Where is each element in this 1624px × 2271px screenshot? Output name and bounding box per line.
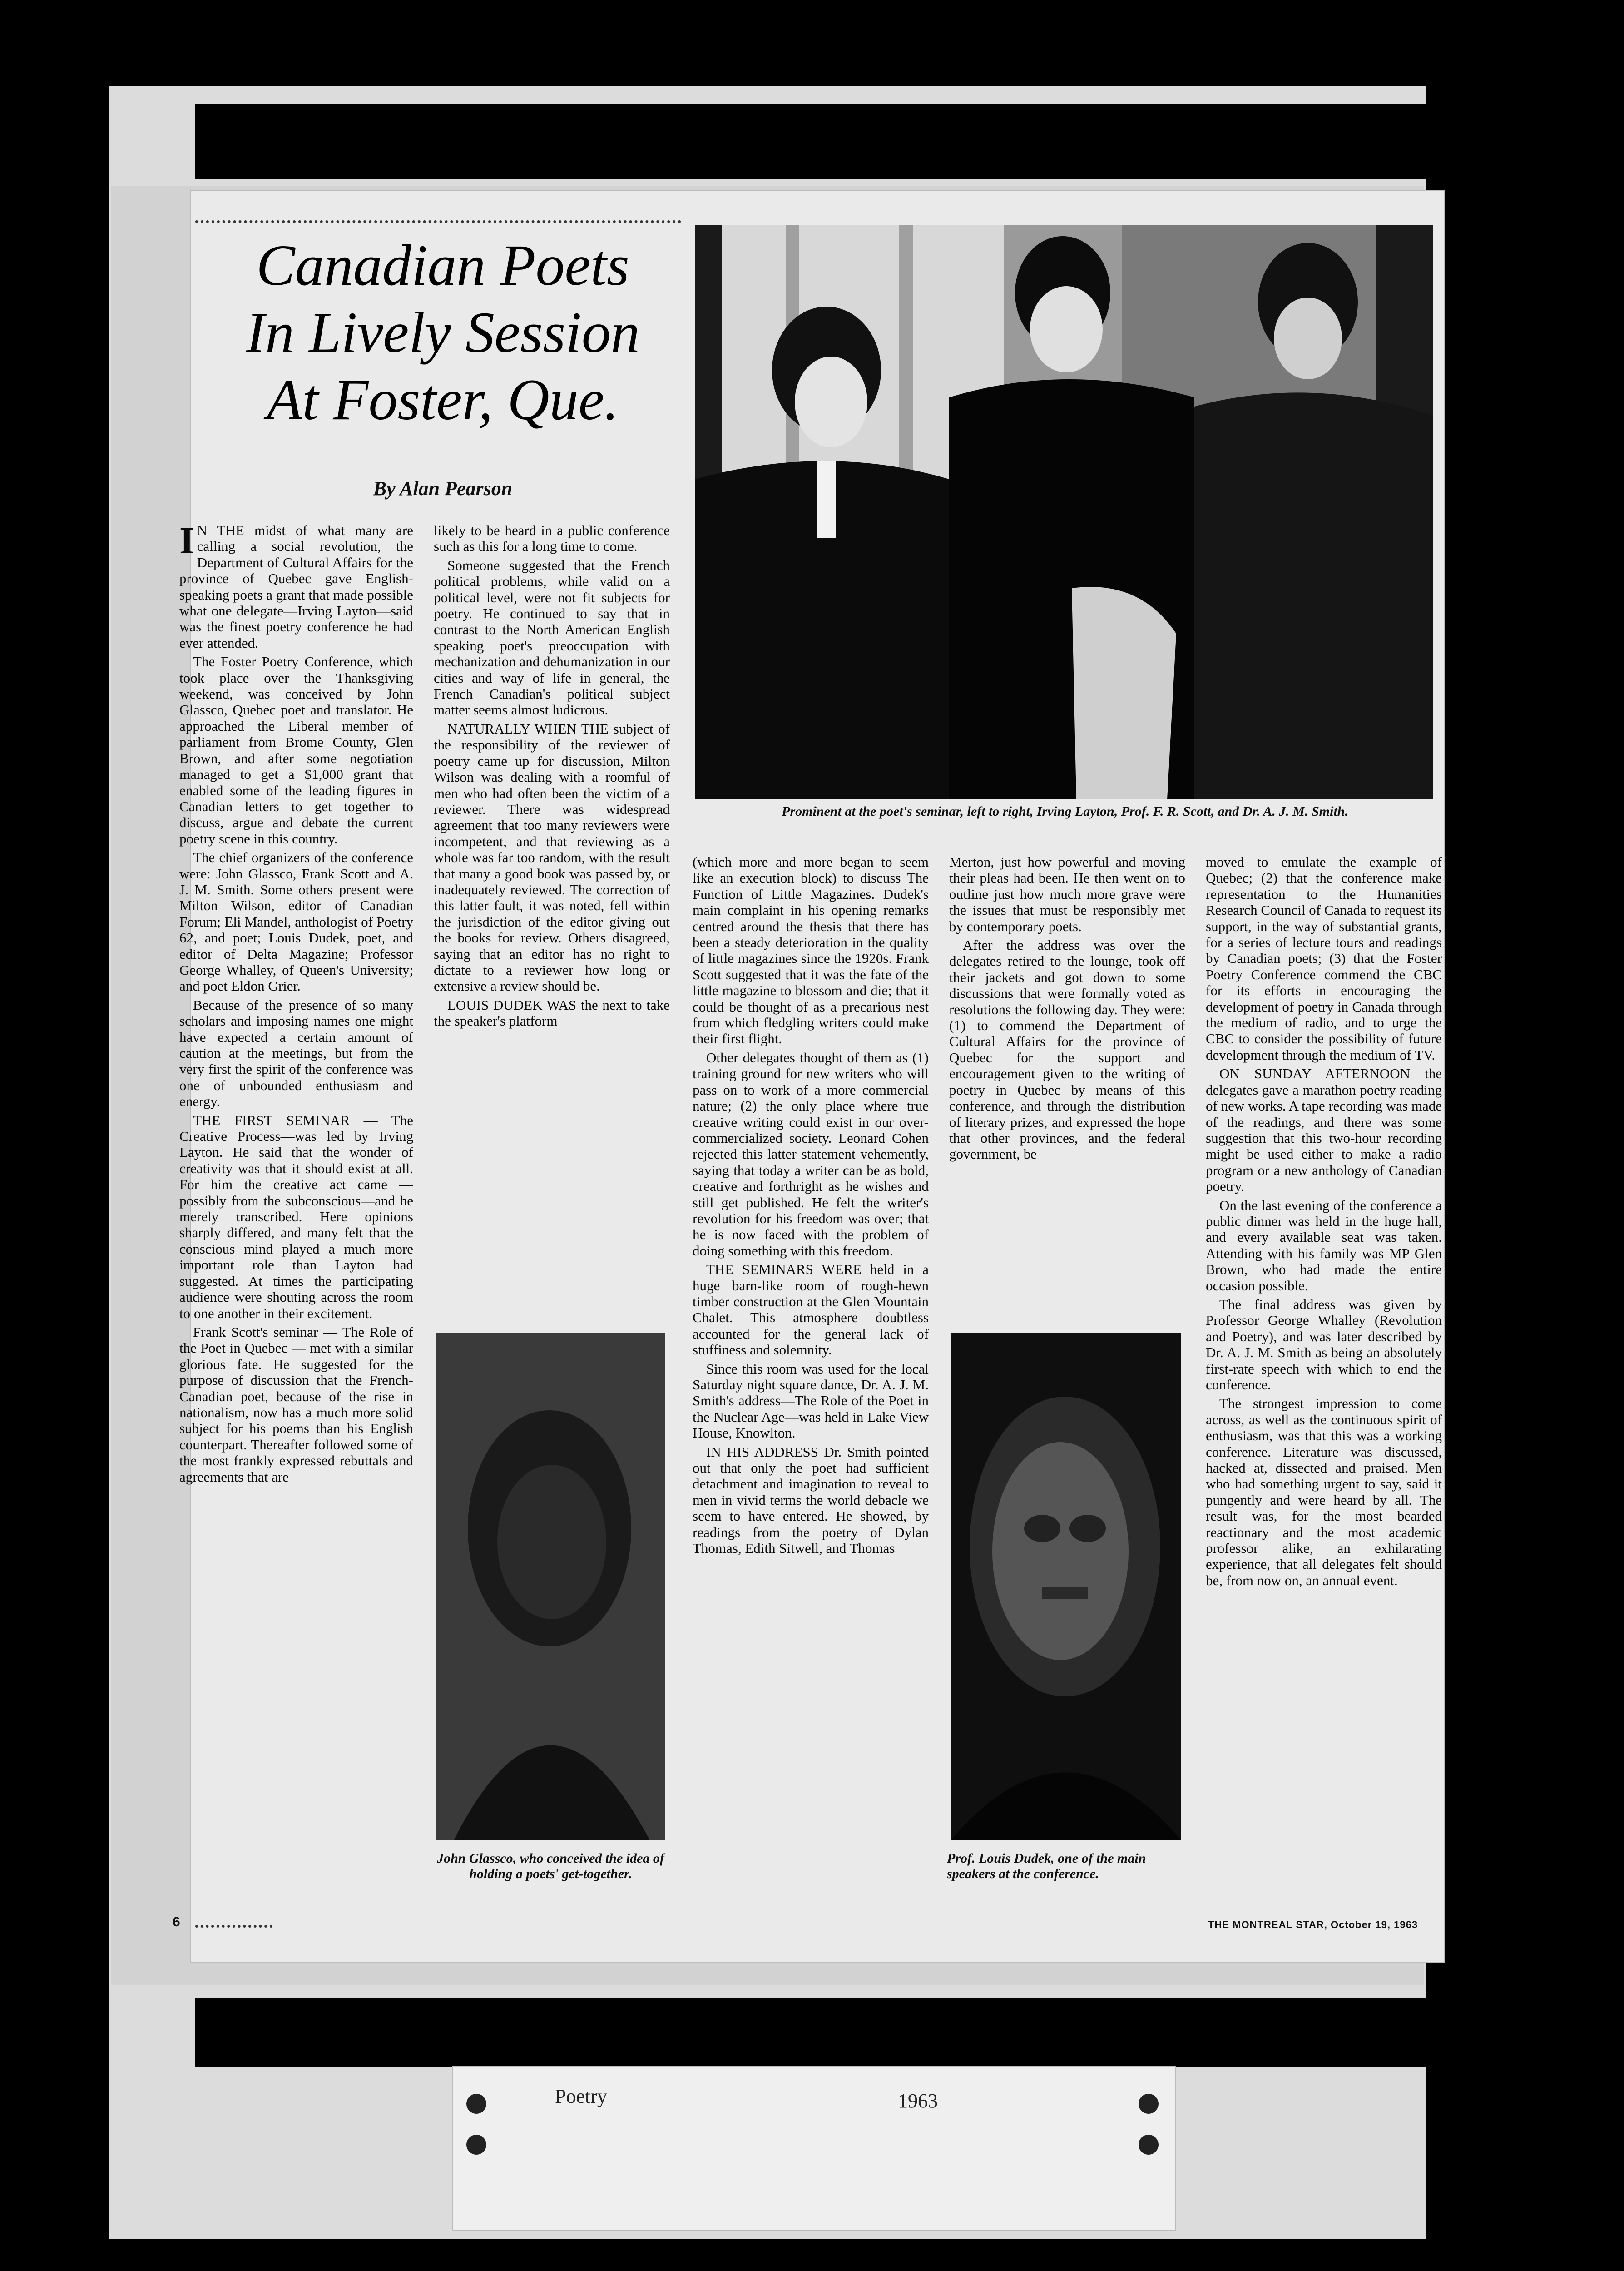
headline-line-1: Canadian Poets [256, 233, 629, 298]
paragraph: IN HIS ADDRESS Dr. Smith pointed out that only the poet had sufficient detachment and imagination to reveal to men in vivid terms the world debacle we seem to have entered. He showed, by readings from the poetry of Dylan Thomas, Edith Sitwell, and Thomas [693, 1443, 929, 1557]
top-rule [195, 220, 681, 229]
punch-hole [466, 2135, 486, 2155]
paragraph: (which more and more began to seem like an execution block) to discuss The Function of Little Magazines. Dudek's main complaint in his opening remarks centred around the thesis that there has been a steady deterioration in the quality of little magazines since the 1920s. Frank Scott suggested that it was the fate of the little magazine to blossom and die; that it could be thought of as a precarious nest from which fledgling writers could make their first flight. [693, 854, 929, 1047]
index-card [452, 2066, 1176, 2231]
paragraph: likely to be heard in a public conference such as this for a long time to come. [434, 522, 670, 555]
headline [200, 232, 686, 433]
paragraph: I N THE midst of what many are calling a social revolution, the Department of Cultural Affairs for the province of Quebec gave English-speaking poets a grant that made possible what one delegate—Irving Layton—said was the finest poetry conference he had ever attended. [179, 522, 413, 651]
headline-line-2: In Lively Session [246, 300, 640, 365]
drop-cap: I [179, 522, 194, 562]
photo-figures [695, 225, 1433, 799]
paragraph: Because of the presence of so many scholars and imposing names one might have expected a certain amount of caution at the meetings, but from the very first the spirit of the conference was one of unbounded enthusiasm and energy. [179, 997, 413, 1110]
byline: By Alan Pearson [373, 477, 513, 500]
paragraph: THE SEMINARS WERE held in a huge barn-like room of rough-hewn timber construction at the Glen Mountain Chalet. This atmosphere doubtless accounted for the general lack of stuffiness and solemnity. [693, 1261, 929, 1358]
paragraph: NATURALLY WHEN THE subject of the responsibility of the reviewer of poetry came up for discussion, Milton Wilson was dealing with a roomful of men who had often been the victim of a reviewer. There was widespread agreement that too many reviewers were incompetent, and that reviewing as a whole was far too random, with the result that many a good book was passed by, or inadequately reviewed. The correction of this latter fault, it was noted, fell within the jurisdiction of the editor giving out the books for review. Others disagreed, saying that an editor has no right to dictate to a reviewer how long or extensive a review should be. [434, 720, 670, 994]
headline-line-3: At Foster, Que. [267, 367, 619, 432]
card-subject: Poetry [555, 2085, 607, 2107]
main-photo [695, 225, 1433, 799]
column-1 [179, 522, 413, 1908]
bottom-black-band [195, 1998, 1431, 2067]
footer-source: THE MONTREAL STAR, October 19, 1963 [1208, 1919, 1418, 1930]
dudek-caption: Prof. Louis Dudek, one of the main speakers at the conference. [947, 1851, 1146, 1881]
paragraph: The strongest impression to come across, as well as the continuous spirit of enthusiasm, was that this was a working conference. Literature was discussed, hacked at, dissected and praised. Men who had something urgent to say, said it pungently and were heard by all. The result was, for the most bearded reactionary and the most academic professor alike, an exhilarating experience, that all delegates felt should be, from now on, an annual event. [1206, 1395, 1442, 1588]
glassco-caption: John Glassco, who conceived the idea of holding a poets' get-together. [437, 1851, 664, 1881]
card-year: 1963 [898, 2090, 938, 2112]
paragraph: ON SUNDAY AFTERNOON the delegates gave a marathon poetry reading of new works. A tape recording was made of the readings, and there was some suggestion that this two-hour recording might be used either to make a radio program or a new anthology of Canadian poetry. [1206, 1066, 1442, 1195]
paragraph: moved to emulate the example of Quebec; (2) that the conference make representation to the Humanities Research Council of Canada to request its support, in the way of substantial grants, for a series of lecture tours and readings by Canadian poets; (3) that the Foster Poetry Conference commend the CBC for its efforts in encouraging the development of poetry in Canada through the medium of radio, and to urge the CBC to consider the possibility of future development through the medium of TV. [1206, 854, 1442, 1063]
paragraph: On the last evening of the conference a public dinner was held in the huge hall, and every available seat was taken. Attending with his family was MP Glen Brown, who had made the entire occasion possible. [1206, 1197, 1442, 1294]
page-number: 6 [173, 1914, 180, 1929]
paragraph: THE FIRST SEMINAR — The Creative Process—was led by Irving Layton. He said that the wonder of creativity was that it should exist at all. For him the creative act came — possibly from the subconscious—and he merely transcribed. Here opinions sharply differed, and many felt that the conscious mind played a much more important role than Layton had suggested. At times the participating audience were shouting across the room to one another in their excitement. [179, 1112, 413, 1321]
paragraph: Merton, just how powerful and moving their pleas had been. He then went on to outline just how much more grave were the issues that must be responsibly met by contemporary poets. [949, 854, 1185, 934]
paragraph: The chief organizers of the conference were: John Glassco, Frank Scott and A. J. M. Smith. Some others present were Milton Wilson, editor of Canadian Forum; Eli Mandel, anthologist of Poetry 62, and poet; Louis Dudek, poet, and editor of Delta Magazine; Professor George Whalley, of Queen's University; and poet Eldon Grier. [179, 849, 413, 994]
column-3 [693, 854, 929, 1880]
punch-hole [1139, 2094, 1159, 2114]
paragraph: Other delegates thought of them as (1) training ground for new writers who will pass on to work of a more commercial nature; (2) the only place where true creative writing could exist in our over-commercialized society. Leonard Cohen rejected this latter statement vehemently, saying that today a writer can be as bold, creative and forthright as he wishes and still get published. He felt the writer's revolution for his freedom was over; that he is now faced with the problem of doing something with this freedom. [693, 1049, 929, 1259]
paragraph: LOUIS DUDEK WAS the next to take the speaker's platform [434, 997, 670, 1029]
paragraph: Since this room was used for the local Saturday night square dance, Dr. A. J. M. Smith's address—The Role of the Poet in the Nuclear Age—was held in Lake View House, Knowlton. [693, 1360, 929, 1441]
paragraph: Someone suggested that the French political problems, while valid on a political level, were not fit subjects for poetry. He continued to say that in contrast to the North American English speaking poet's preoccupation with mechanization and dehumanization in our cities and way of life in general, the French Canadian's political subject matter seems almost ludicrous. [434, 557, 670, 718]
dudek-portrait [951, 1333, 1181, 1840]
paragraph: The final address was given by Professor George Whalley (Revolution and Poetry), and was later described by Dr. A. J. M. Smith as being an absolutely first-rate speech with which to end the conference. [1206, 1296, 1442, 1393]
column-5 [1206, 854, 1442, 1899]
glassco-portrait [436, 1333, 665, 1840]
paragraph: The Foster Poetry Conference, which took place over the Thanksgiving weekend, was conceived by John Glassco, Quebec poet and translator. He approached the Liberal member of parliament from Brome County, Glen Brown, and after some negotiation managed to get a $1,000 grant that enabled some of the leading figures in Canadian letters to get together to discuss, argue and debate the current poetry scene in this country. [179, 654, 413, 847]
main-photo-caption: Prominent at the poet's seminar, left to right, Irving Layton, Prof. F. R. Scott, and Dr. A. J. M. Smith. [782, 804, 1348, 819]
column-4 [949, 854, 1185, 1326]
dudek-photo [951, 1333, 1181, 1840]
top-black-band [195, 104, 1431, 179]
glassco-photo [436, 1333, 665, 1840]
paragraph: Frank Scott's seminar — The Role of the Poet in Quebec — met with a similar glorious fate. He suggested for the purpose of discussion that the French-Canadian poet, because of the rise in nationalism, now has a much more solid subject for his poems than his English counterpart. Thereafter followed some of the most frankly expressed rebuttals and agreements that are [179, 1324, 413, 1485]
punch-hole [1139, 2135, 1159, 2155]
column-2 [434, 522, 670, 1313]
paragraph: After the address was over the delegates retired to the lounge, took off their jackets and got down to some discussions that were formally voted as resolutions the following day. They were: (1) to commend the Department of Cultural Affairs for the province of Quebec for the support and encouragement given to the writing of poetry in Quebec by means of this conference, and through the distribution of literary prizes, and expressed the hope that other provinces, and the federal government, be [949, 937, 1185, 1162]
punch-hole [466, 2094, 486, 2114]
footer-rule [195, 1925, 272, 1928]
